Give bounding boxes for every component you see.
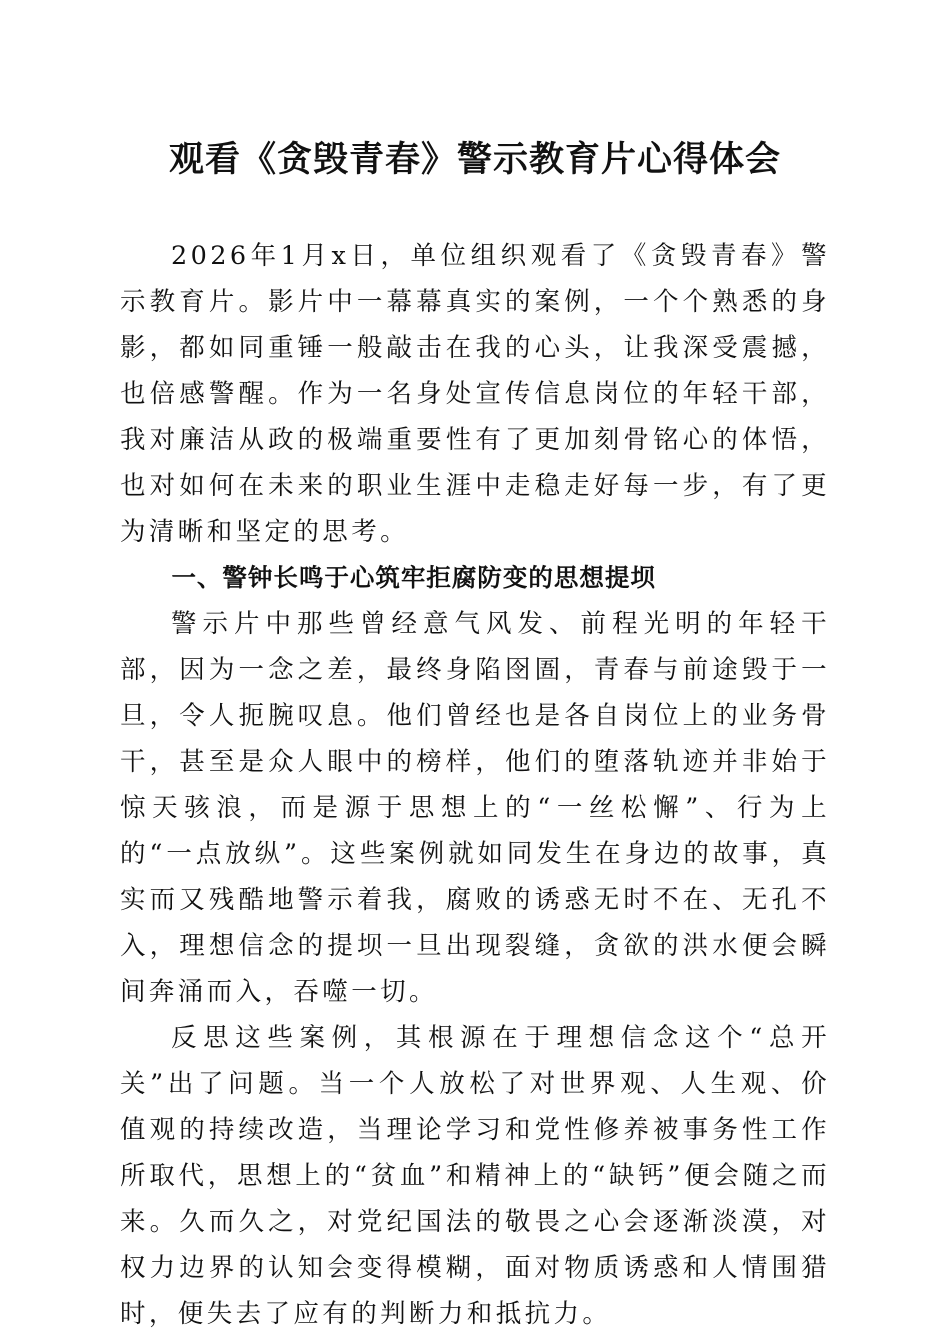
intro-paragraph: 2026年1月x日，单位组织观看了《贪毁青春》警示教育片。影片中一幕幕真实的案例，一个个熟悉的身影，都如同重锤一般敲击在我的心头，让我深受震撼，也倍感警醒。作为一名身处宣传信息岗位的年轻干部，我对廉洁从政的极端重要性有了更加刻骨铭心的体悟，也对如何在未来的职业生涯中走稳走好每一步，有了更为清晰和坚定的思考。 <box>120 241 830 547</box>
body-paragraph-1: 警示片中那些曾经意气风发、前程光明的年轻干部，因为一念之差，最终身陷囹圄，青春与前途毁于一旦，令人扼腕叹息。他们曾经也是各自岗位上的业务骨干，甚至是众人眼中的榜样，他们的堕落轨迹并非始于惊天骇浪，而是源于思想上的“一丝松懈”、行为上的“一点放纵”。这些案例就如同发生在身边的故事，真实而又残酷地警示着我，腐败的诱惑无时不在、无孔不入，理想信念的提坝一旦出现裂缝，贪欲的洪水便会瞬间奔涌而入，吞噬一切。 <box>120 609 830 1007</box>
section-heading-1: 一、警钟长鸣于心筑牢拒腐防变的思想提坝 <box>171 563 656 592</box>
body-paragraph-2: 反思这些案例，其根源在于理想信念这个“总开关”出了问题。当一个人放松了对世界观、人生观、价值观的持续改造，当理论学习和党性修养被事务性工作所取代，思想上的“贫血”和精神上的“缺钙”便会随之而来。久而久之，对党纪国法的敬畏之心会逐渐淡漠，对权力边界的认知会变得模糊，面对物质诱惑和人情围猎时，便失去了应有的判断力和抵抗力。 <box>120 1023 830 1329</box>
document-title: 观看《贪毁青春》警示教育片心得体会 <box>168 139 781 180</box>
document-body <box>120 233 830 1337</box>
